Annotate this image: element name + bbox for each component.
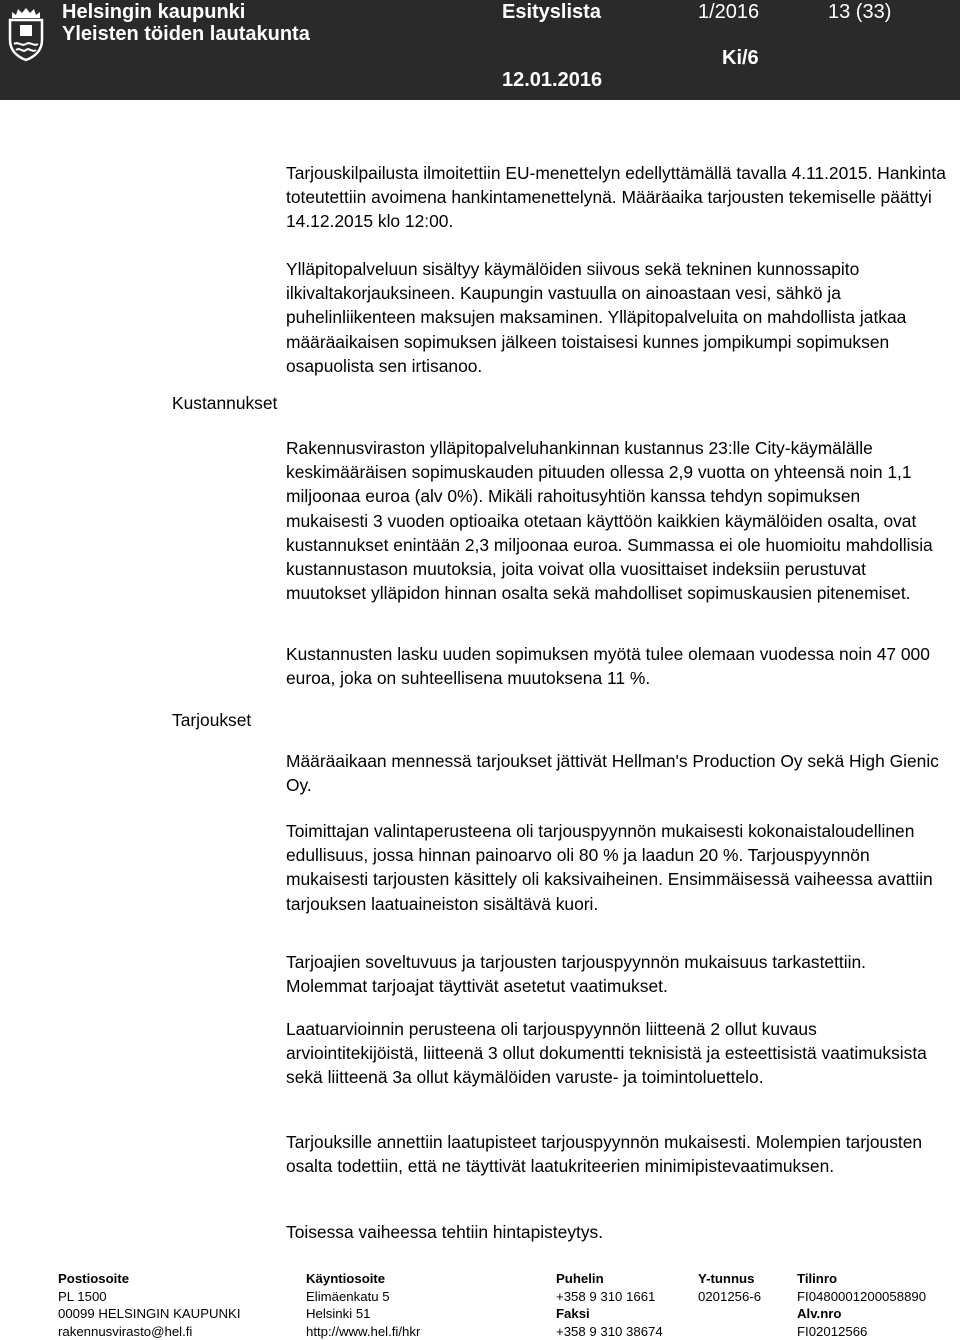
section-label-costs: Kustannukset bbox=[172, 393, 278, 413]
footer-visiting-address: Käyntiosoite Elimäenkatu 5 Helsinki 51 http://www.hel.fi/hkr bbox=[306, 1271, 421, 1339]
page-number: 13 (33) bbox=[828, 1, 892, 23]
paragraph-tender-announcement: Tarjouskilpailusta ilmoitettiin EU-menettelyn edellyttämällä tavalla 4.11.2015. Hankinta toteutettiin avoimena hankintamenettelynä. Määräaika tarjousten tekemiselle päättyi 14.12.2015 klo 12:00. bbox=[286, 163, 946, 232]
meeting-date: 12.01.2016 bbox=[502, 69, 603, 91]
footer-phone: Puhelin +358 9 310 1661 Faksi +358 9 310 38674 bbox=[556, 1271, 663, 1339]
document-footer bbox=[0, 1266, 960, 1337]
paragraph-eligibility: Tarjoajien soveltuvuus ja tarjousten tarjouspyynnön mukaisuus tarkastettiin. Molemmat tarjoajat täyttivät asetetut vaatimukset. bbox=[286, 952, 866, 997]
item-code: Ki/6 bbox=[722, 47, 759, 69]
board-name: Yleisten töiden lautakunta bbox=[62, 23, 310, 45]
paragraph-cost-reduction: Kustannusten lasku uuden sopimuksen myötä tulee olemaan vuodessa noin 47 000 euroa, joka on suhteellisena muutoksena 11 %. bbox=[286, 644, 930, 689]
footer-postal-address: Postiosoite PL 1500 00099 HELSINGIN KAUPUNKI rakennusvirasto@hel.fi bbox=[58, 1271, 241, 1339]
paragraph-cost-estimate: Rakennusviraston ylläpitopalveluhankinnan kustannus 23:lle City-käymälälle keskimääräisen sopimuskauden pituuden ollessa 2,9 vuotta on yhteensä noin 1,1 miljoonaa euroa (alv 0%). Mikäli rahoitusyhtiön kanssa tehdyn sopimuksen mukaisesti 3 vuoden optioaika otetaan käyttöön kaikkien käymälöiden osalta, ovat kustannukset enintään 2,3 miljoonaa euroa. Summassa ei ole huomioitu mahdollisia kustannustason muutoksia, joita voivat olla vuosittaiset indeksiin perustuvat muutokset ylläpidon hinnan osalta sekä mahdolliset sopimuskausien pitenemiset. bbox=[286, 438, 933, 604]
org-name: Helsingin kaupunki bbox=[62, 1, 246, 23]
paragraph-selection-criteria: Toimittajan valintaperusteena oli tarjouspyynnön mukaisesti kokonaistaloudellinen edullisuus, jossa hinnan painoarvo oli 80 % ja laadun 20 %. Tarjouspyynnön mukaisesti tarjousten käsittely oli kaksivaiheinen. Ensimmäisessä vaiheessa avattiin tarjouksen laatuaineiston sisältävä kuori. bbox=[286, 821, 933, 914]
paragraph-price-scoring: Toisessa vaiheessa tehtiin hintapisteytys. bbox=[286, 1222, 604, 1242]
helsinki-crest-icon bbox=[4, 6, 48, 62]
paragraph-quality-points: Tarjouksille annettiin laatupisteet tarjouspyynnön mukaisesti. Molempien tarjousten osalta todettiin, että ne täyttivät laatukriteerien minimipistevaatimuksen. bbox=[286, 1132, 923, 1177]
paragraph-bidders: Määräaikaan mennessä tarjoukset jättivät Hellman's Production Oy sekä High Gienic Oy. bbox=[286, 751, 939, 796]
paragraph-maintenance-scope: Ylläpitopalveluun sisältyy käymälöiden siivous sekä tekninen kunnossapito ilkivaltakorjauksineen. Kaupungin vastuulla on ainoastaan vesi, sähkö ja puhelinliikenteen maksujen maksaminen. Ylläpitopalveluita on mahdollista jatkaa määräaikaisen sopimuksen jälkeen toistaisesi kunnes jompikumpi sopimuksen osapuolista sen irtisanoo. bbox=[286, 259, 907, 376]
footer-account: Tilinro FI0480001200058890 Alv.nro FI02012566 bbox=[797, 1271, 927, 1339]
footer-business-id: Y-tunnus 0201256-6 bbox=[698, 1271, 762, 1304]
document-header bbox=[0, 0, 960, 100]
section-label-bids: Tarjoukset bbox=[172, 710, 252, 730]
agenda-number: 1/2016 bbox=[698, 1, 760, 23]
paragraph-quality-assessment: Laatuarvioinnin perusteena oli tarjouspyynnön liitteenä 2 ollut kuvaus arviointitekijöistä, liitteenä 3 ollut dokumentti teknisistä ja esteettisistä vaatimuksista sekä liitteenä 3a ollut käymälöiden varuste- ja toimintoluettelo. bbox=[286, 1019, 927, 1088]
document-type: Esityslista bbox=[502, 1, 601, 23]
